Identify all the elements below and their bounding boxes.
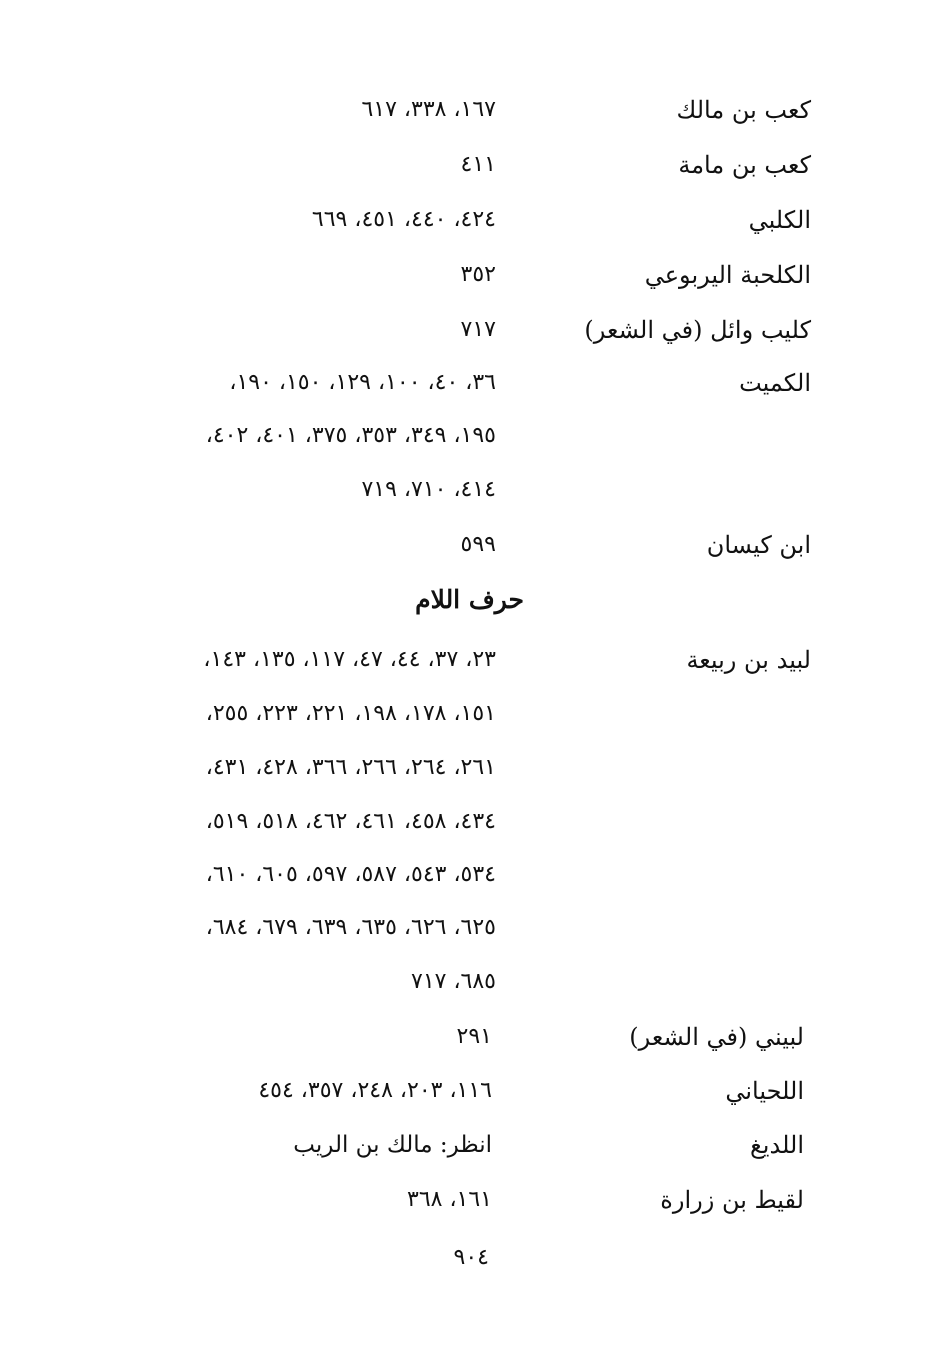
index-entry [0, 640, 944, 680]
entry-name: لبيني (في الشعر) [629, 1023, 804, 1051]
entry-pages: ٧١٧ [460, 317, 496, 342]
index-entry-continuation [0, 908, 944, 948]
entry-name: كليب وائل (في الشعر) [584, 316, 811, 344]
entry-name: لقيط بن زرارة [660, 1186, 804, 1214]
entry-pages: ٣٦، ٤٠، ١٠٠، ١٢٩، ١٥٠، ١٩٠، [229, 370, 496, 395]
entry-pages: ٢٩١ [456, 1024, 492, 1049]
index-entry-continuation [0, 748, 944, 788]
entry-pages: ٤٣٤، ٤٥٨، ٤٦١، ٤٦٢، ٥١٨، ٥١٩، [205, 809, 496, 834]
entry-pages: ٤١١ [460, 152, 496, 177]
entry-name: اللحياني [725, 1077, 804, 1105]
entry-pages: ١٩٥، ٣٤٩، ٣٥٣، ٣٧٥، ٤٠١، ٤٠٢، [205, 423, 496, 448]
entry-pages: ٢٣، ٣٧، ٤٤، ٤٧، ١١٧، ١٣٥، ١٤٣، [203, 647, 496, 672]
entry-name: اللديغ [750, 1131, 804, 1159]
index-entry-continuation [0, 962, 944, 1002]
entry-pages: ٥٩٩ [460, 532, 496, 557]
entry-pages: ١١٦، ٢٠٣، ٢٤٨، ٣٥٧، ٤٥٤ [258, 1078, 492, 1103]
entry-pages: ٥٣٤، ٥٤٣، ٥٨٧، ٥٩٧، ٦٠٥، ٦١٠، [205, 862, 496, 887]
entry-pages: ٣٥٢ [460, 262, 496, 287]
page-number: ٩٠٤ [453, 1245, 489, 1270]
entry-pages: ١٥١، ١٧٨، ١٩٨، ٢٢١، ٢٢٣، ٢٥٥، [205, 701, 496, 726]
entry-cross-reference: انظر: مالك بن الريب [293, 1132, 492, 1158]
index-entry [0, 200, 944, 240]
entry-pages: ٤١٤، ٧١٠، ٧١٩ [361, 477, 496, 502]
entry-pages: ٦٨٥، ٧١٧ [411, 969, 496, 994]
index-entry-continuation [0, 416, 944, 456]
entry-pages: ٤٢٤، ٤٤٠، ٤٥١، ٦٦٩ [311, 207, 496, 232]
index-entry-continuation [0, 470, 944, 510]
index-entry [0, 1180, 944, 1220]
index-entry [0, 310, 944, 350]
index-entry [0, 1125, 944, 1165]
entry-name: الكلبي [748, 206, 811, 234]
index-entry-continuation [0, 694, 944, 734]
entry-name: كعب بن مامة [678, 151, 811, 179]
entry-name: كعب بن مالك [676, 96, 811, 124]
index-entry [0, 1017, 944, 1057]
entry-name: لبيد بن ربيعة [686, 646, 811, 674]
index-entry [0, 1071, 944, 1111]
index-entry [0, 363, 944, 403]
entry-name: ابن كيسان [706, 531, 811, 559]
entry-pages: ٦٢٥، ٦٢٦، ٦٣٥، ٦٣٩، ٦٧٩، ٦٨٤، [205, 915, 496, 940]
index-entry [0, 255, 944, 295]
index-entry [0, 90, 944, 130]
index-entry [0, 145, 944, 185]
index-entry-continuation [0, 802, 944, 842]
index-entry-continuation [0, 855, 944, 895]
entry-name: الكميت [739, 369, 811, 397]
entry-pages: ١٦٧، ٣٣٨، ٦١٧ [361, 97, 496, 122]
entry-name: الكلحبة اليربوعي [644, 261, 811, 289]
section-heading: حرف اللام [415, 585, 524, 614]
index-entry [0, 525, 944, 565]
entry-pages: ٢٦١، ٢٦٤، ٢٦٦، ٣٦٦، ٤٢٨، ٤٣١، [205, 755, 496, 780]
entry-pages: ١٦١، ٣٦٨ [407, 1187, 492, 1212]
